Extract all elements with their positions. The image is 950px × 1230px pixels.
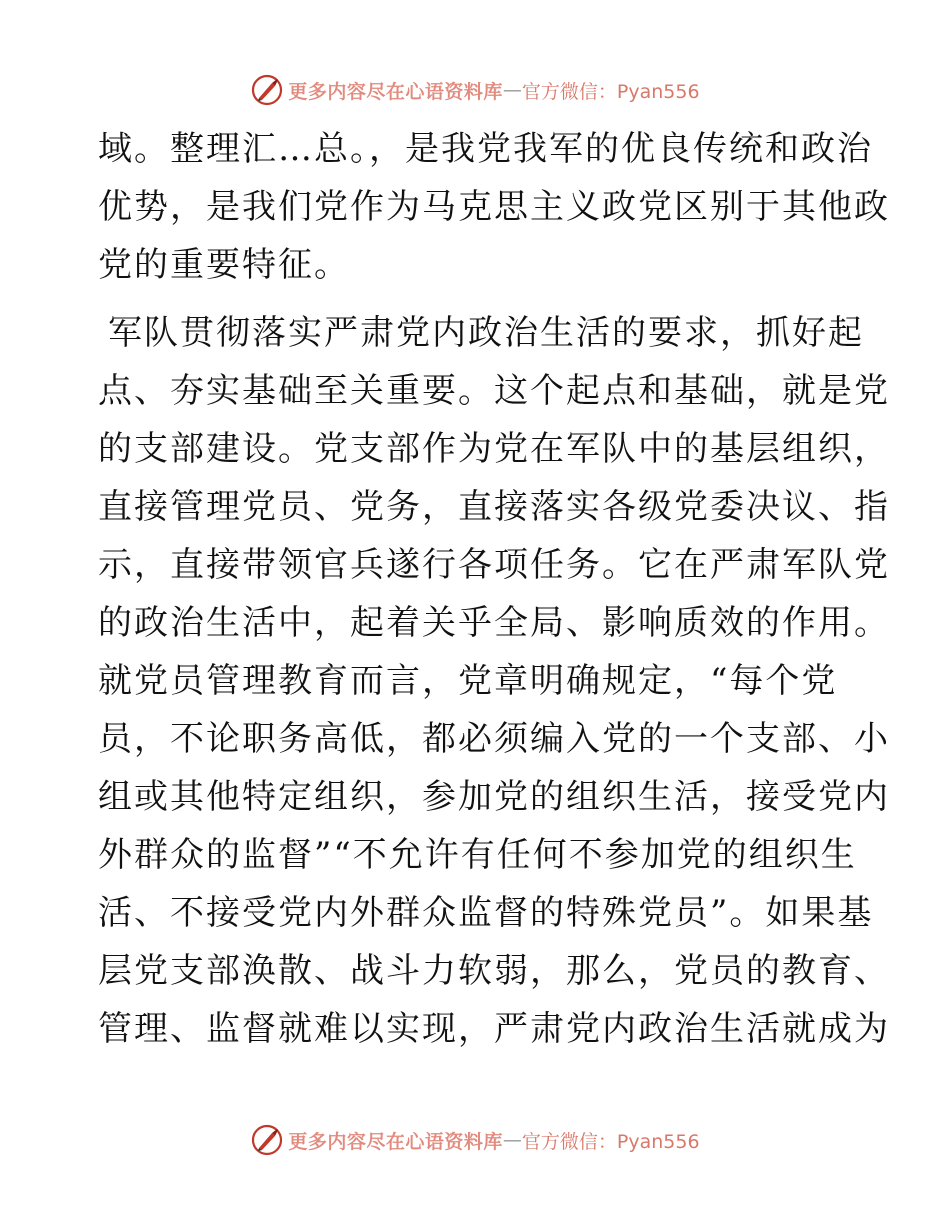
text-line: 组或其他特定组织，参加党的组织生活，接受党内: [98, 777, 890, 817]
text-line: 的支部建设。党支部作为党在军队中的基层组织，: [98, 429, 890, 469]
text-line: 层党支部涣散、战斗力软弱，那么，党员的教育、: [98, 951, 890, 991]
header-contact-text: 官方微信：Pyan556: [521, 80, 700, 103]
text-line: 就党员管理教育而言，党章明确规定，“每个党: [98, 661, 838, 701]
footer-contact-text: 官方微信：Pyan556: [521, 1130, 700, 1153]
header-banner: [0, 70, 950, 110]
paragraph-1: [98, 120, 890, 294]
header-separator: —: [502, 79, 522, 101]
text-line: 管理、监督就难以实现，严肃党内政治生活就成为: [98, 1009, 890, 1049]
text-line: 示，直接带领官兵遂行各项任务。它在严肃军队党: [98, 545, 890, 585]
footer-promo-text: 更多内容尽在心语资料库: [288, 1130, 503, 1153]
footer-banner: [0, 1120, 950, 1160]
text-line: 活、不接受党内外群众监督的特殊党员”。如果基: [98, 893, 874, 933]
header-promo-text: 更多内容尽在心语资料库: [288, 80, 503, 103]
document-body: [98, 120, 890, 1058]
paragraph-gap: [98, 294, 858, 304]
text-line: 军队贯彻落实严肃党内政治生活的要求，抓好起: [108, 313, 864, 353]
text-line: 员，不论职务高低，都必须编入党的一个支部、小: [98, 719, 890, 759]
quill-logo-icon: [250, 1123, 284, 1157]
text-line: 域。整理汇…总。，是我党我军的优良传统和政治: [98, 129, 873, 169]
text-line: 优势，是我们党作为马克思主义政党区别于其他政: [98, 187, 890, 227]
text-line: 的政治生活中，起着关乎全局、影响质效的作用。: [98, 603, 890, 643]
text-line: 点、夯实基础至关重要。这个起点和基础，就是党: [98, 371, 890, 411]
paragraph-2: [98, 304, 890, 1058]
text-line: 直接管理党员、党务，直接落实各级党委决议、指: [98, 487, 890, 527]
quill-logo-icon: [250, 73, 284, 107]
text-line: 党的重要特征。: [98, 245, 350, 285]
text-line: 外群众的监督”“不允许有任何不参加党的组织生: [98, 835, 857, 875]
footer-separator: —: [502, 1129, 522, 1151]
